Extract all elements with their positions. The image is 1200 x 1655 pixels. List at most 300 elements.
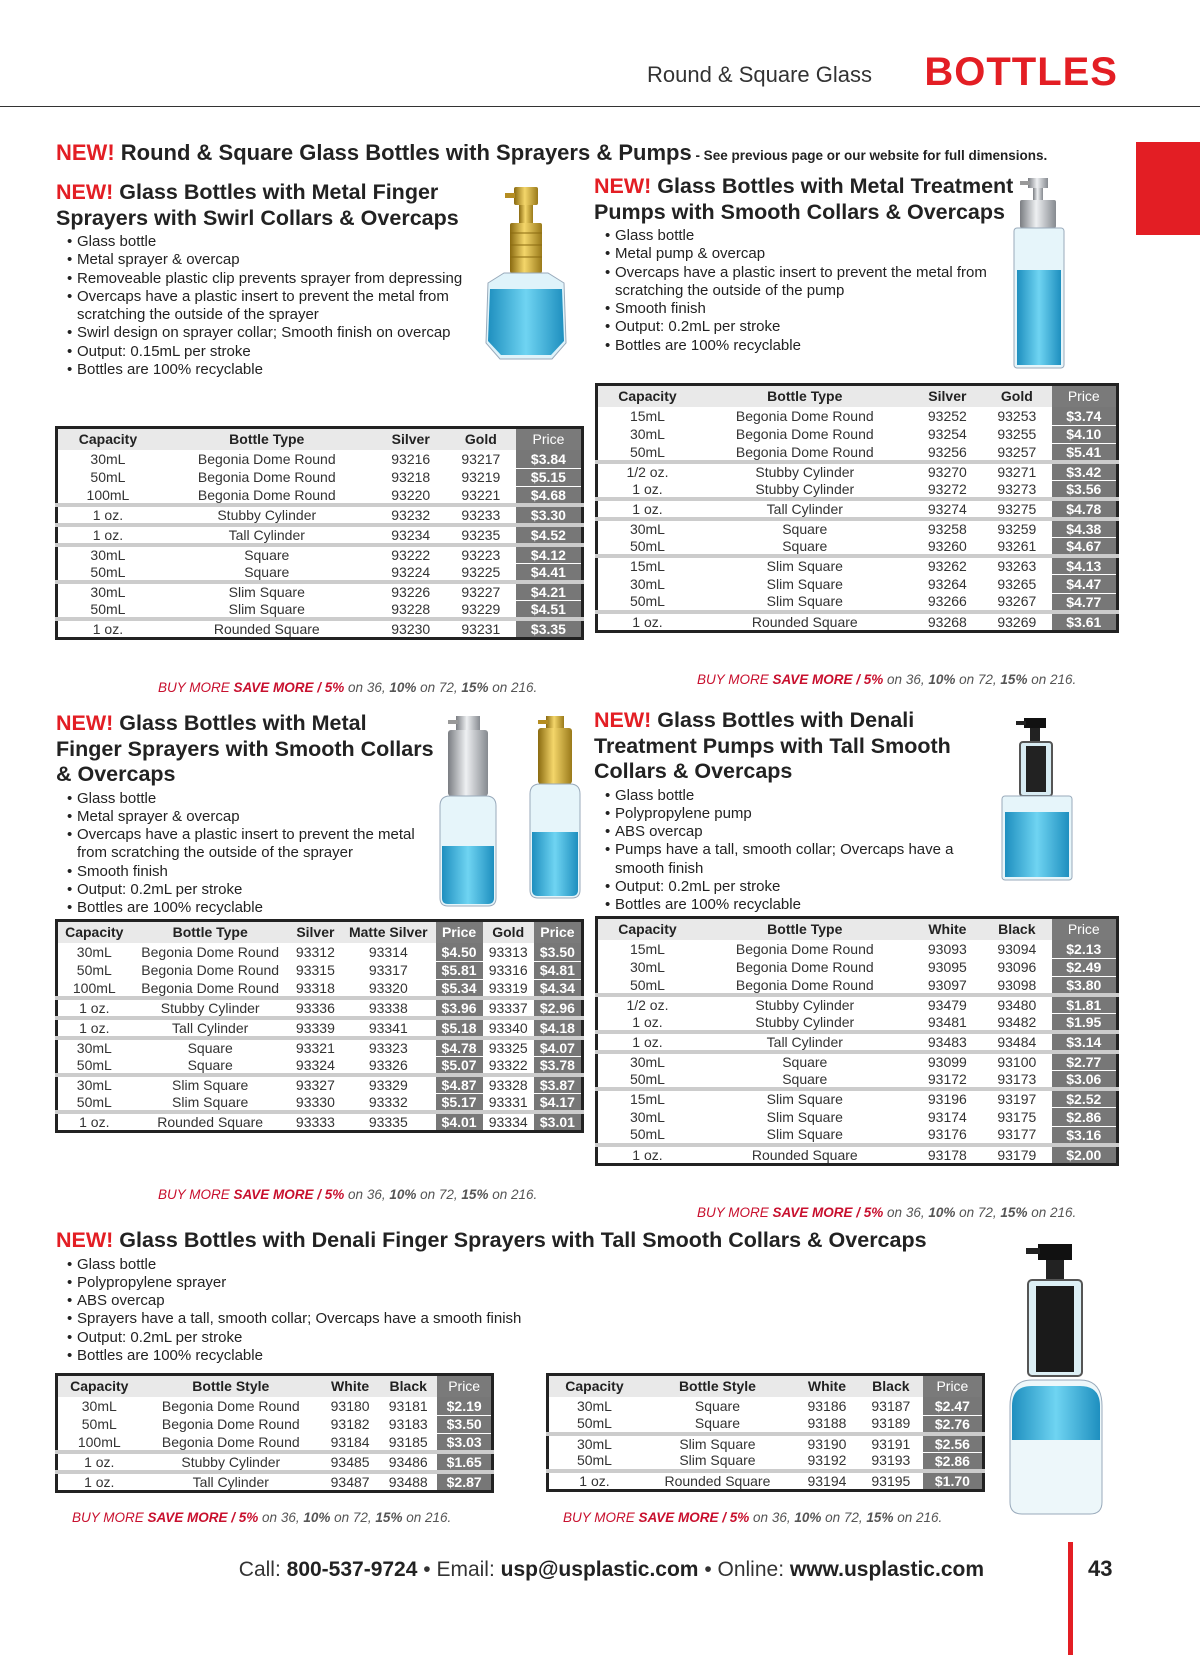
- capacity-cell: 1 oz.: [632, 480, 663, 497]
- bottle-type-cell: Rounded Square: [131, 1112, 290, 1132]
- price-cell: $3.56: [1052, 481, 1118, 500]
- column-header: Gold: [982, 385, 1051, 407]
- feature-bullet: • Overcaps have a plastic insert to prevent the metal from scratching the outside of the pump: [594, 264, 1024, 301]
- price-cell: $4.78: [1052, 499, 1118, 519]
- item-number-cell: 93218: [391, 469, 431, 486]
- item-number-cell: 93216: [391, 450, 431, 467]
- column-header: Black: [982, 918, 1051, 940]
- column-header: White: [795, 1375, 859, 1397]
- price-cell: $5.17: [436, 1094, 483, 1113]
- item-number-cell: 93193: [871, 1452, 911, 1469]
- section-heading: NEW! Glass Bottles with Metal Finger Sprayers with Smooth Collars & Overcaps: [56, 711, 434, 786]
- item-number-cell: 93316: [488, 962, 528, 979]
- item-number-cell: 93179: [982, 1145, 1051, 1165]
- bottle-type-cell: Square: [244, 563, 290, 580]
- capacity-cell: 15mL: [597, 556, 697, 575]
- feature-bullet: • Bottles are 100% recyclable: [594, 337, 1024, 355]
- column-header: Capacity: [597, 385, 697, 407]
- item-number-cell: 93335: [341, 1112, 436, 1132]
- feature-bullet: • Removeable plastic clip prevents sprayer from depressing: [56, 270, 476, 288]
- table-row: [57, 961, 583, 980]
- column-header: Gold: [483, 921, 534, 943]
- capacity-cell: 15mL: [629, 940, 665, 957]
- price-cell: $1.70: [923, 1471, 984, 1491]
- section-tab-marker: [1136, 142, 1200, 235]
- feature-list: [56, 1256, 1016, 1366]
- bottle-type-cell: Square: [697, 1052, 913, 1071]
- item-number-cell: 93268: [913, 612, 982, 632]
- price-cell: $3.42: [1052, 462, 1118, 481]
- column-header: White: [913, 918, 982, 940]
- price-table-swirl-sprayers: [55, 426, 584, 640]
- feature-bullet: • Polypropylene pump: [594, 805, 984, 823]
- item-number-cell: 93232: [376, 505, 446, 525]
- price-cell: $4.47: [1052, 575, 1118, 594]
- item-number-cell: 93253: [997, 407, 1037, 424]
- price-cell: $3.06: [1052, 1071, 1118, 1090]
- item-number-cell: 93228: [391, 600, 431, 617]
- item-number-cell: 93321: [290, 1038, 341, 1057]
- capacity-cell: 30mL: [57, 545, 158, 564]
- item-number-cell: 93337: [483, 998, 534, 1018]
- item-number-cell: 93100: [982, 1052, 1051, 1071]
- column-header: White: [321, 1375, 379, 1397]
- feature-bullet: • Smooth finish: [56, 863, 436, 881]
- item-number-cell: 93263: [982, 556, 1051, 575]
- feature-bullet: • Glass bottle: [594, 787, 984, 805]
- table-row: [57, 998, 583, 1018]
- capacity-cell: 30mL: [629, 1108, 665, 1125]
- price-cell: $4.78: [436, 1038, 483, 1057]
- capacity-cell: 50mL: [576, 1415, 612, 1432]
- item-number-cell: 93314: [368, 943, 408, 960]
- feature-bullet: • Bottles are 100% recyclable: [56, 361, 476, 379]
- column-header: Capacity: [57, 1375, 141, 1397]
- item-number-cell: 93269: [982, 612, 1051, 632]
- item-number-cell: 93190: [795, 1434, 859, 1453]
- capacity-cell: 50mL: [76, 962, 112, 979]
- item-number-cell: 93339: [290, 1018, 341, 1038]
- feature-bullet: • Output: 0.2mL per stroke: [56, 1329, 1016, 1347]
- table-row: [597, 1071, 1118, 1090]
- capacity-cell: 1 oz.: [57, 525, 158, 545]
- website-link[interactable]: www.usplastic.com: [789, 1558, 984, 1581]
- capacity-cell: 50mL: [76, 1093, 112, 1110]
- bottle-type-cell: Stubby Cylinder: [158, 505, 376, 525]
- item-number-cell: 93233: [446, 505, 516, 525]
- black-pump-bottle-image: [996, 716, 1084, 884]
- feature-bullet: • Polypropylene sprayer: [56, 1274, 1016, 1292]
- capacity-cell: 30mL: [57, 582, 158, 601]
- bottle-type-cell: Slim Square: [766, 575, 843, 592]
- item-number-cell: 93265: [997, 575, 1037, 592]
- capacity-cell: 1 oz.: [632, 1013, 663, 1030]
- price-cell: $4.07: [534, 1038, 583, 1057]
- price-cell: $4.18: [534, 1018, 583, 1038]
- table-row: [597, 1145, 1118, 1165]
- price-table-smooth-sprayers: [55, 919, 584, 1133]
- column-header: Price: [516, 428, 583, 450]
- column-header: Price: [534, 921, 583, 943]
- capacity-cell: 1 oz.: [57, 998, 131, 1018]
- table-row: [548, 1415, 984, 1434]
- item-number-cell: 93222: [376, 545, 446, 564]
- price-cell: $3.87: [534, 1075, 583, 1094]
- bottle-type-cell: Slim Square: [766, 1126, 843, 1143]
- table-row: [57, 1397, 493, 1416]
- item-number-cell: 93485: [321, 1452, 379, 1472]
- column-header: Capacity: [597, 918, 697, 940]
- price-cell: $3.14: [1052, 1032, 1118, 1052]
- table-row: [548, 1452, 984, 1471]
- price-cell: $4.77: [1052, 593, 1118, 612]
- item-number-cell: 93261: [997, 537, 1037, 554]
- bottle-type-cell: Slim Square: [766, 1108, 843, 1125]
- table-row: [597, 940, 1118, 959]
- feature-bullet: • ABS overcap: [594, 823, 984, 841]
- table-row: [57, 505, 583, 525]
- item-number-cell: 93229: [461, 600, 501, 617]
- feature-bullet: • Glass bottle: [56, 1256, 1016, 1274]
- feature-bullet: • Glass bottle: [594, 227, 1024, 245]
- bottle-type-cell: Square: [782, 537, 828, 554]
- feature-list: [56, 233, 476, 379]
- item-number-cell: 93184: [330, 1433, 370, 1450]
- item-number-cell: 93323: [341, 1038, 436, 1057]
- table-row: [597, 425, 1118, 444]
- price-cell: $1.95: [1052, 1014, 1118, 1033]
- item-number-cell: 93226: [376, 582, 446, 601]
- feature-list: [56, 790, 436, 918]
- item-number-cell: 93173: [997, 1070, 1037, 1087]
- bottle-type-cell: Begonia Dome Round: [141, 979, 280, 996]
- price-cell: $5.15: [516, 468, 583, 487]
- item-number-cell: 93332: [368, 1093, 408, 1110]
- bottle-type-cell: Tall Cylinder: [697, 499, 913, 519]
- price-cell: $4.38: [1052, 519, 1118, 538]
- price-cell: $5.07: [436, 1057, 483, 1076]
- item-number-cell: 93235: [446, 525, 516, 545]
- price-cell: $4.17: [534, 1094, 583, 1113]
- section-swirl-sprayers: [56, 180, 476, 379]
- item-number-cell: 93273: [997, 480, 1037, 497]
- capacity-cell: 30mL: [76, 943, 112, 960]
- item-number-cell: 93328: [483, 1075, 534, 1094]
- capacity-cell: 50mL: [629, 1070, 665, 1087]
- table-row: [597, 995, 1118, 1014]
- bulk-discount-note: BUY MORE SAVE MORE / 5% on 36, 10% on 72, 15% on 216.: [697, 1205, 1077, 1220]
- price-cell: $2.52: [1052, 1089, 1118, 1108]
- column-header: Silver: [290, 921, 341, 943]
- item-number-cell: 93331: [488, 1093, 528, 1110]
- bottle-type-cell: Begonia Dome Round: [735, 407, 874, 424]
- table-row: [57, 450, 583, 469]
- item-number-cell: 93259: [982, 519, 1051, 538]
- item-number-cell: 93219: [461, 469, 501, 486]
- capacity-cell: 30mL: [548, 1434, 640, 1453]
- capacity-cell: 1 oz.: [548, 1471, 640, 1491]
- item-number-cell: 93178: [913, 1145, 982, 1165]
- header-rule: [0, 106, 1200, 107]
- item-number-cell: 93225: [461, 563, 501, 580]
- item-number-cell: 93482: [997, 1013, 1037, 1030]
- bottle-type-cell: Begonia Dome Round: [735, 940, 874, 957]
- capacity-cell: 50mL: [90, 469, 126, 486]
- feature-bullet: • Glass bottle: [56, 790, 436, 808]
- price-cell: $3.80: [1052, 977, 1118, 996]
- feature-bullet: • ABS overcap: [56, 1292, 1016, 1310]
- price-cell: $3.03: [437, 1434, 492, 1453]
- item-number-cell: 93194: [795, 1471, 859, 1491]
- item-number-cell: 93341: [341, 1018, 436, 1038]
- capacity-cell: 1 oz.: [597, 1032, 697, 1052]
- feature-bullet: • Pumps have a tall, smooth collar; Overcaps have a smooth finish: [594, 841, 984, 878]
- capacity-cell: 30mL: [90, 450, 126, 467]
- bottle-type-cell: Square: [697, 519, 913, 538]
- bottle-type-cell: Square: [694, 1415, 741, 1432]
- bottle-type-cell: Tall Cylinder: [158, 525, 376, 545]
- bottle-type-cell: Stubby Cylinder: [131, 998, 290, 1018]
- column-header: Bottle Type: [158, 428, 376, 450]
- item-number-cell: 93097: [927, 976, 967, 993]
- item-number-cell: 93258: [913, 519, 982, 538]
- section-heading: NEW! Glass Bottles with Metal Finger Sprayers with Swirl Collars & Overcaps: [56, 180, 459, 230]
- column-header: Capacity: [57, 921, 131, 943]
- phone-number[interactable]: 800-537-9724: [286, 1558, 418, 1581]
- capacity-cell: 30mL: [57, 1075, 131, 1094]
- feature-bullet: • Overcaps have a plastic insert to prevent the metal from scratching the outside of the sprayer: [56, 288, 476, 325]
- table-row: [57, 1112, 583, 1132]
- price-cell: $2.86: [1052, 1108, 1118, 1127]
- price-cell: $2.96: [534, 998, 583, 1018]
- item-number-cell: 93324: [295, 1056, 335, 1073]
- table-row: [57, 1018, 583, 1038]
- item-number-cell: 93252: [927, 407, 967, 424]
- price-table-denali-sprayers-round: [55, 1373, 494, 1493]
- table-row: [57, 1434, 493, 1453]
- price-table-metal-pumps: [595, 383, 1119, 633]
- item-number-cell: 93176: [927, 1126, 967, 1143]
- item-number-cell: 93322: [488, 1056, 528, 1073]
- item-number-cell: 93479: [913, 995, 982, 1014]
- item-number-cell: 93191: [859, 1434, 923, 1453]
- price-cell: $4.67: [1052, 538, 1118, 557]
- table-row: [57, 564, 583, 583]
- item-number-cell: 93313: [488, 943, 528, 960]
- bottle-type-cell: Slim Square: [766, 593, 843, 610]
- table-row: [57, 1057, 583, 1076]
- item-number-cell: 93185: [388, 1433, 428, 1450]
- contact-footer: Call: 800-537-9724 • Email: usp@usplastic.com • Online: www.usplastic.com: [238, 1558, 984, 1581]
- table-row: [57, 1075, 583, 1094]
- capacity-cell: 50mL: [76, 1056, 112, 1073]
- table-row: [548, 1397, 984, 1416]
- table-row: [57, 1038, 583, 1057]
- price-cell: $4.34: [534, 980, 583, 999]
- table-row: [597, 575, 1118, 594]
- capacity-cell: 30mL: [629, 426, 665, 443]
- page-heading: NEW! Round & Square Glass Bottles with Sprayers & Pumps - See previous page or our website for full dimensions.: [56, 140, 1048, 165]
- item-number-cell: 93271: [982, 462, 1051, 481]
- capacity-cell: 50mL: [90, 600, 126, 617]
- table-row: [597, 519, 1118, 538]
- section-metal-pumps: [594, 174, 1024, 355]
- capacity-cell: 30mL: [629, 959, 665, 976]
- bottle-type-cell: Begonia Dome Round: [735, 959, 874, 976]
- price-cell: $3.35: [516, 619, 583, 639]
- feature-list: [594, 787, 984, 915]
- feature-bullet: • Output: 0.2mL per stroke: [594, 318, 1024, 336]
- bottle-type-cell: Stubby Cylinder: [755, 480, 855, 497]
- silver-pump-bottle-image: [1000, 175, 1080, 375]
- price-cell: $4.41: [516, 564, 583, 583]
- item-number-cell: 93093: [927, 940, 967, 957]
- bottle-type-cell: Begonia Dome Round: [161, 1416, 300, 1433]
- column-header: Bottle Type: [697, 385, 913, 407]
- bottle-type-cell: Slim Square: [640, 1434, 795, 1453]
- feature-bullet: • Bottles are 100% recyclable: [56, 1347, 1016, 1365]
- table-row: [597, 977, 1118, 996]
- item-number-cell: 93254: [927, 426, 967, 443]
- price-cell: $2.47: [923, 1397, 984, 1416]
- price-cell: $4.10: [1052, 425, 1118, 444]
- item-number-cell: 93274: [913, 499, 982, 519]
- price-cell: $2.13: [1052, 940, 1118, 959]
- item-number-cell: 93484: [982, 1032, 1051, 1052]
- item-number-cell: 93174: [927, 1108, 967, 1125]
- price-cell: $3.61: [1052, 612, 1118, 632]
- capacity-cell: 30mL: [597, 519, 697, 538]
- item-number-cell: 93319: [488, 979, 528, 996]
- item-number-cell: 93197: [982, 1089, 1051, 1108]
- price-table-denali-sprayers-square: [546, 1373, 985, 1492]
- item-number-cell: 93189: [871, 1415, 911, 1432]
- capacity-cell: 15mL: [597, 1089, 697, 1108]
- item-number-cell: 93340: [483, 1018, 534, 1038]
- bottle-type-cell: Stubby Cylinder: [755, 1013, 855, 1030]
- item-number-cell: 93267: [997, 593, 1037, 610]
- capacity-cell: 1/2 oz.: [597, 995, 697, 1014]
- table-row: [597, 1032, 1118, 1052]
- table-row: [57, 1472, 493, 1492]
- capacity-cell: 15mL: [629, 407, 665, 424]
- capacity-cell: 1 oz.: [597, 499, 697, 519]
- item-number-cell: 93257: [997, 443, 1037, 460]
- feature-bullet: • Metal sprayer & overcap: [56, 808, 436, 826]
- column-header: Capacity: [57, 428, 158, 450]
- item-number-cell: 93095: [927, 959, 967, 976]
- table-row: [57, 525, 583, 545]
- feature-bullet: • Swirl design on sprayer collar; Smooth finish on overcap: [56, 324, 476, 342]
- item-number-cell: 93320: [368, 979, 408, 996]
- price-cell: $2.56: [923, 1434, 984, 1453]
- bottle-type-cell: Square: [782, 1070, 828, 1087]
- email-link[interactable]: usp@usplastic.com: [500, 1558, 699, 1581]
- capacity-cell: 30mL: [81, 1397, 117, 1414]
- bottle-type-cell: Begonia Dome Round: [735, 426, 874, 443]
- price-cell: $3.78: [534, 1057, 583, 1076]
- column-header: Black: [379, 1375, 437, 1397]
- price-cell: $4.87: [436, 1075, 483, 1094]
- feature-bullet: • Overcaps have a plastic insert to prevent the metal from scratching the outside of the sprayer: [56, 826, 436, 863]
- item-number-cell: 93220: [391, 486, 431, 503]
- feature-bullet: • Glass bottle: [56, 233, 476, 251]
- capacity-cell: 50mL: [629, 976, 665, 993]
- table-row: [597, 1014, 1118, 1033]
- bottle-type-cell: Stubby Cylinder: [697, 995, 913, 1014]
- item-number-cell: 93266: [927, 593, 967, 610]
- price-cell: $4.50: [436, 943, 483, 962]
- table-row: [548, 1471, 984, 1491]
- capacity-cell: 1 oz.: [597, 612, 697, 632]
- item-number-cell: 93260: [927, 537, 967, 554]
- price-cell: $4.12: [516, 545, 583, 564]
- table-row: [597, 407, 1118, 426]
- page-number: 43: [1088, 1556, 1113, 1581]
- item-number-cell: 93256: [927, 443, 967, 460]
- table-row: [57, 1415, 493, 1434]
- table-row: [597, 612, 1118, 632]
- bottle-type-cell: Square: [131, 1038, 290, 1057]
- bottle-type-cell: Slim Square: [172, 1093, 249, 1110]
- bulk-discount-note: BUY MORE SAVE MORE / 5% on 36, 10% on 72, 15% on 216.: [158, 680, 538, 695]
- table-row: [597, 462, 1118, 481]
- bottle-type-cell: Stubby Cylinder: [697, 462, 913, 481]
- bottle-type-cell: Slim Square: [679, 1452, 756, 1469]
- item-number-cell: 93094: [997, 940, 1037, 957]
- bottle-type-cell: Begonia Dome Round: [161, 1397, 300, 1414]
- column-header: Price: [1052, 385, 1118, 407]
- item-number-cell: 93317: [368, 962, 408, 979]
- feature-bullet: • Bottles are 100% recyclable: [594, 896, 984, 914]
- item-number-cell: 93270: [913, 462, 982, 481]
- feature-list: [594, 227, 1024, 355]
- item-number-cell: 93188: [807, 1415, 847, 1432]
- price-cell: $4.52: [516, 525, 583, 545]
- table-row: [597, 556, 1118, 575]
- bulk-discount-note: BUY MORE SAVE MORE / 5% on 36, 10% on 72, 15% on 216.: [72, 1510, 452, 1525]
- capacity-cell: 50mL: [90, 563, 126, 580]
- price-cell: $2.87: [437, 1472, 492, 1492]
- price-cell: $3.50: [437, 1415, 492, 1434]
- price-cell: $5.81: [436, 961, 483, 980]
- table-row: [597, 481, 1118, 500]
- item-number-cell: 93326: [368, 1056, 408, 1073]
- item-number-cell: 93486: [379, 1452, 437, 1472]
- footer-divider: [1068, 1542, 1073, 1655]
- item-number-cell: 93223: [446, 545, 516, 564]
- bottle-type-cell: Rounded Square: [640, 1471, 795, 1491]
- bottle-type-cell: Begonia Dome Round: [197, 469, 336, 486]
- bottle-type-cell: Slim Square: [697, 1089, 913, 1108]
- item-number-cell: 93255: [997, 426, 1037, 443]
- column-header: Silver: [376, 428, 446, 450]
- bottle-type-cell: Square: [694, 1397, 741, 1414]
- price-cell: $5.41: [1052, 444, 1118, 463]
- feature-bullet: • Sprayers have a tall, smooth collar; Overcaps have a smooth finish: [56, 1310, 1016, 1328]
- black-sprayer-bottle-image: [1002, 1236, 1112, 1518]
- bottle-type-cell: Slim Square: [131, 1075, 290, 1094]
- capacity-cell: 100mL: [86, 486, 130, 503]
- feature-bullet: • Bottles are 100% recyclable: [56, 899, 436, 917]
- capacity-cell: 1 oz.: [57, 619, 158, 639]
- column-header: Gold: [446, 428, 516, 450]
- table-row: [597, 499, 1118, 519]
- table-row: [597, 538, 1118, 557]
- table-row: [57, 601, 583, 620]
- bottle-type-cell: Slim Square: [697, 556, 913, 575]
- item-number-cell: 93334: [483, 1112, 534, 1132]
